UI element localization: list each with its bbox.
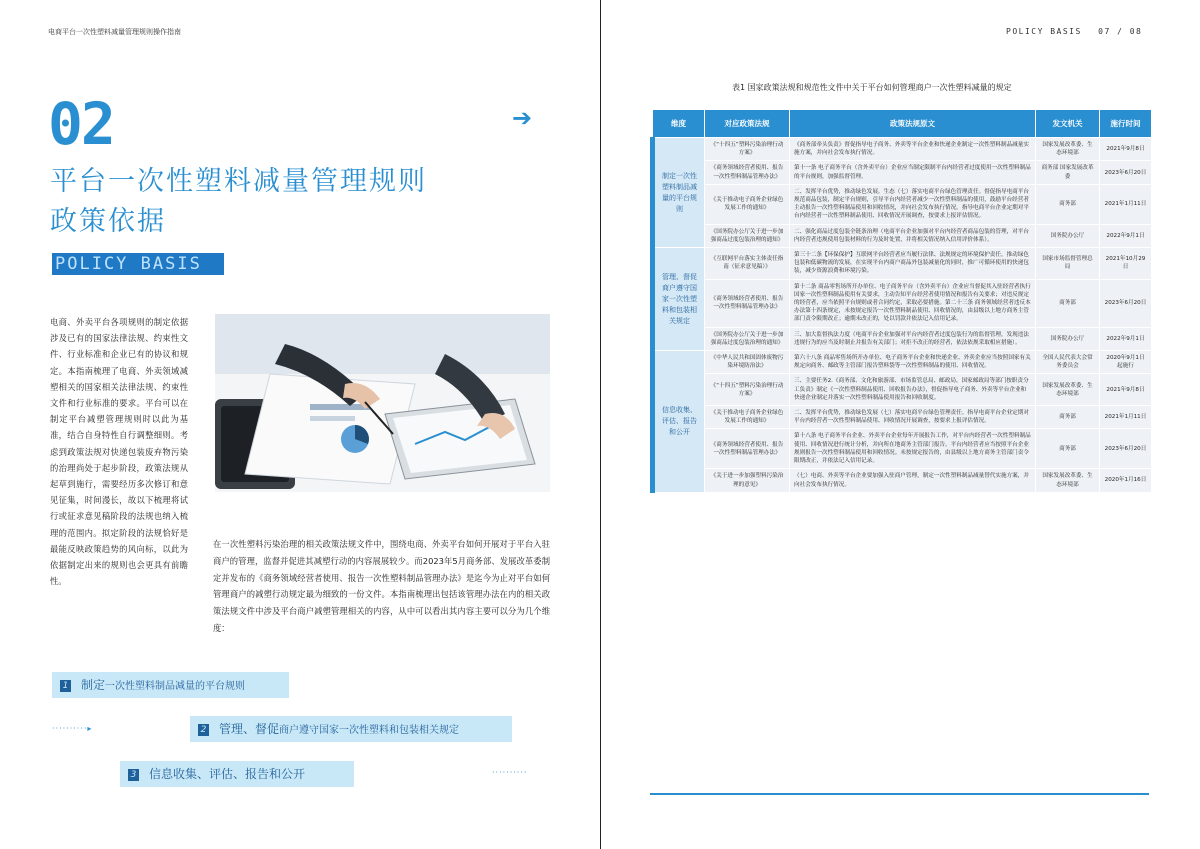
category-cell: 信息收集、评估、报告和公开 <box>653 351 705 493</box>
table-row <box>653 406 1152 429</box>
org-cell: 国务院办公厅 <box>1036 327 1100 350</box>
text-cell: 第六十八条 商品零售场所开办单位、电子商务平台企业和快递企业、外卖企业应当按照国家有关规定向商务、邮政等主管部门报告塑料袋等一次性塑料制品的使用、回收情况。 <box>790 351 1036 374</box>
date-cell: 2021年1月11日 <box>1100 406 1152 429</box>
regulation-cell: 《中华人民共和国固体废物污染环境防治法》 <box>705 351 790 374</box>
intro-paragraph: 电商、外卖平台各项规则的制定依据涉及已有的国家法律法规、约束性文件、行业标准和企业已有的协议和规定。本指南梳理了电商、外卖领域减塑相关的国家相关法律法规、约束性文件和行业标准的要求。平台可以在制定平台减塑管理规则时以此为基准，结合自身特性自行调整细则。考虑到政策法规对快递包装废弃物污染的治理尚处于起步阶段，政策法规从起草到施行，需要经历多次修订和意见征集，时间漫长，故以下梳理将试行或征求意见稿阶段的法规也纳入梳理的范围内。拟定阶段的法规恰好是最能反映政策趋势的风向标，以此为依据制定出来的规则也会更具有前瞻性。 <box>50 317 188 587</box>
table-row <box>653 429 1152 469</box>
table-row <box>653 351 1152 374</box>
text-cell: 二、强化商品过度包装全链条治理（电商平台企业加强对平台内经营者商品包装的管理，对平台内经营者违规使用包装材料的行为及时处置，并将相关情况纳入信用评价体系）。 <box>790 224 1036 247</box>
date-cell: 2023年6月20日 <box>1100 161 1152 184</box>
regulation-cell: 《商务领域经营者使用、报告一次性塑料制品管理办法》 <box>705 161 790 184</box>
text-cell: 第十一条 电子商务平台（含外卖平台）企业应当制定限制平台内经营者过度使用一次性塑料制品的平台规则，加强监督管理。 <box>790 161 1036 184</box>
dotted-line-icon: ·········· <box>492 768 528 777</box>
table-bottom-rule <box>650 793 1149 795</box>
page-title <box>50 162 427 242</box>
regulation-cell: 《国务院办公厅关于进一步加强商品过度包装治理的通知》 <box>705 327 790 350</box>
date-cell: 2021年10月29日 <box>1100 248 1152 280</box>
dotted-arrow-icon: ··········▸ <box>52 724 93 733</box>
table-header-row <box>653 110 1152 138</box>
regulation-cell: 《“十四五”塑料污染治理行动方案》 <box>705 138 790 161</box>
text-cell: 二、发挥平台优势，推动绿色发展。生态（七）落实电商平台绿色管理责任。督促指导电商平台规范商品包装，制定平台规则，引导平台内经营者减少一次性塑料制品的使用，鼓励平台经营者主动报告一次性塑料制品使用和回收情况，并向社会发布执行情况。指导电商平台企业定期对平台内经营者一次性塑料制品使用、回收情况开展调查，按要求上报评估情况。 <box>790 184 1036 224</box>
dimension-3-lead: 信息收集、评估、报告和公开 <box>149 767 306 781</box>
org-cell: 商务部 <box>1036 279 1100 327</box>
dimension-1-text: 一次性塑料制品减量的平台规则 <box>105 681 246 692</box>
dimension-2-lead: 管理、督促 <box>219 722 280 736</box>
text-cell: 第三十二条【环保保护】互联网平台经营者应当履行法律、法规规定的环境保护责任，推动绿色包装和低碳物流的发展，在实现平台内商户商品外包装减量化的同时，推广可循环使用的快递包装，减少资源浪费和环境污染。 <box>790 248 1036 280</box>
text-cell: 三、加大监督执法力度（电商平台企业加强对平台内经营者过度包装行为的监督管理，发现违法违规行为的应当及时制止并报告有关部门；对拒不改正的经营者，依法依规采取相应措施）。 <box>790 327 1036 350</box>
dimension-2-text: 商户遵守国家一次性塑料和包装相关规定 <box>279 725 460 736</box>
org-cell: 国务院办公厅 <box>1036 224 1100 247</box>
org-cell: 商务部 <box>1036 406 1100 429</box>
org-cell: 国家市场监督管理总局 <box>1036 248 1100 280</box>
text-cell: 三、主要任务2.《商务部、文化和旅游部、市场监管总局、邮政局，国家邮政局等部门按职责分工负责》制定《一次性塑料制品使用、回收报告办法》，督促指导电子商务、外卖等平台企业和快递企业制定并落实一次性塑料制品使用报告和回收制度。 <box>790 374 1036 406</box>
table-caption: 表1 国家政策法规和规范性文件中关于平台如何管理商户一次性塑料减量的规定 <box>732 83 1012 92</box>
header-effective-date: 施行时间 <box>1100 110 1152 138</box>
policy-basis-tag: POLICY BASIS <box>52 253 224 275</box>
org-cell: 国家发展改革委、生态环境部 <box>1036 469 1100 492</box>
regulation-cell: 《互联网平台落实主体责任指南（征求意见稿）》 <box>705 248 790 280</box>
text-cell: 二、发挥平台优势，推动绿色发展（七）落实电商平台绿色管理责任。指导电商平台企业定期对平台内经营者一次性塑料制品使用、回收情况开展调查，按要求上报评估情况。 <box>790 406 1036 429</box>
text-cell: 第十八条 电子商务平台企业、外卖平台企业每年开展报告工作，对平台内经营者一次性塑料制品使用、回收情况进行统计分析，并向所在地商务主管部门报告。平台内经营者应当按照平台企业规则报告一次性塑料制品使用和回收情况。未按规定报告的，由县级以上地方商务主管部门责令限期改正，并依法记入信用记录。 <box>790 429 1036 469</box>
page-numbers: 07 / 08 <box>1098 27 1143 36</box>
header-original-text: 政策法规原文 <box>790 110 1036 138</box>
table-row <box>653 161 1152 184</box>
title-line-1: 平台一次性塑料减量管理规则 <box>50 166 427 197</box>
header-dimension: 维度 <box>653 110 705 138</box>
category-cell: 制定一次性塑料制品减量的平台规则 <box>653 138 705 248</box>
table-row <box>653 184 1152 224</box>
table-row <box>653 469 1152 492</box>
org-cell: 国家发展改革委、生态环境部 <box>1036 138 1100 161</box>
date-cell: 2023年6月20日 <box>1100 279 1152 327</box>
date-cell: 2020年9月1日起施行 <box>1100 351 1152 374</box>
org-cell: 全国人民代表大会常务委员会 <box>1036 351 1100 374</box>
business-photo <box>215 314 550 492</box>
chapter-number: 02 <box>48 90 114 158</box>
dimension-2 <box>190 716 512 742</box>
table-row <box>653 374 1152 406</box>
photo-illustration <box>215 314 550 492</box>
right-running-header <box>1006 27 1142 36</box>
regulation-cell: 《商务领域经营者使用、报告一次性塑料制品管理办法》 <box>705 429 790 469</box>
org-cell: 商务部 国家发展改革委 <box>1036 161 1100 184</box>
date-cell: 2021年9月8日 <box>1100 374 1152 406</box>
regulation-cell: 《关于推动电子商务企业绿色发展工作的通知》 <box>705 406 790 429</box>
dimension-3 <box>120 761 354 787</box>
header-regulation: 对应政策法规 <box>705 110 790 138</box>
table-row <box>653 138 1152 161</box>
header-issuing-authority: 发文机关 <box>1036 110 1100 138</box>
regulation-cell: 《国务院办公厅关于进一步加强商品过度包装治理的通知》 <box>705 224 790 247</box>
policy-table <box>650 109 1152 493</box>
regulation-cell: 《关于推动电子商务企业绿色发展工作的通知》 <box>705 184 790 224</box>
date-cell: 2023年6月20日 <box>1100 429 1152 469</box>
date-cell: 2020年1月16日 <box>1100 469 1152 492</box>
table-row <box>653 224 1152 247</box>
table-row <box>653 279 1152 327</box>
date-cell: 2022年9月1日 <box>1100 224 1152 247</box>
table-row <box>653 327 1152 350</box>
org-cell: 国家发展改革委、生态环境部 <box>1036 374 1100 406</box>
org-cell: 商务部 <box>1036 429 1100 469</box>
running-header: 电商平台一次性塑料减量管理规则操作指南 <box>48 28 181 36</box>
dimension-1 <box>52 672 289 698</box>
category-cell: 管理、督促商户遵守国家一次性塑料和包装相关规定 <box>653 248 705 351</box>
dimension-1-lead: 制定 <box>81 678 106 692</box>
dimension-3-number: 3 <box>128 769 139 781</box>
date-cell: 2021年1月11日 <box>1100 184 1152 224</box>
org-cell: 商务部 <box>1036 184 1100 224</box>
middle-paragraph: 在一次性塑料污染治理的相关政策法规文件中，围绕电商、外卖平台如何开展对于平台入驻商户的管理，监督并促进其减塑行动的内容展展较少。而2023年5月商务部、发展改革委制定并发布的《商务领域经营者使用、报告一次性塑料制品管理办法》是迄今为止对平台如何管理商户的减塑行动规定最为细致的一份文件。本指南梳理出包括该管理办法在内的相关政策法规文件中涉及平台商户减塑管理相关的内容，从中可以看出其内容主要可以分为几个维度： <box>213 539 550 633</box>
arrow-right-icon: ➔ <box>512 104 533 132</box>
table-row <box>653 248 1152 280</box>
regulation-cell: 《“十四五”塑料污染治理行动方案》 <box>705 374 790 406</box>
text-cell: 《商务部牵头负责》督促指导电子商务、外卖等平台企业和快递企业制定一次性塑料制品减量实施方案，并向社会发布执行情况。 <box>790 138 1036 161</box>
text-cell: 第十二条 商品零售场所开办单位、电子商务平台（含外卖平台）企业应当督促其入驻经营者执行国家一次性塑料制品使用有关要求，主动告知平台经营者使用情况和报告有关要求；对违反规定的经营者，应当依照平台规则或者合同约定，采取必要措施。第二十三条 商务领域经营者违反本办法第十四条规定，未按规定报告一次性塑料制品使用、回收情况的，由县级以上地方商务主管部门责令限期改正；逾期未改正的，处以罚款并依法记入信用记录。 <box>790 279 1036 327</box>
regulation-cell: 《关于进一步加强塑料污染治理的意见》 <box>705 469 790 492</box>
date-cell: 2021年9月8日 <box>1100 138 1152 161</box>
dimension-1-number: 1 <box>60 680 71 692</box>
dimension-2-number: 2 <box>198 724 209 736</box>
date-cell: 2022年9月1日 <box>1100 327 1152 350</box>
section-label: POLICY BASIS <box>1006 27 1082 36</box>
regulation-cell: 《商务领域经营者使用、报告一次性塑料制品管理办法》 <box>705 279 790 327</box>
title-line-2: 政策依据 <box>50 206 166 237</box>
text-cell: （七）电商、外卖等平台企业要加强入驻商户管理，制定一次性塑料制品减量替代实施方案，并向社会发布执行情况。 <box>790 469 1036 492</box>
